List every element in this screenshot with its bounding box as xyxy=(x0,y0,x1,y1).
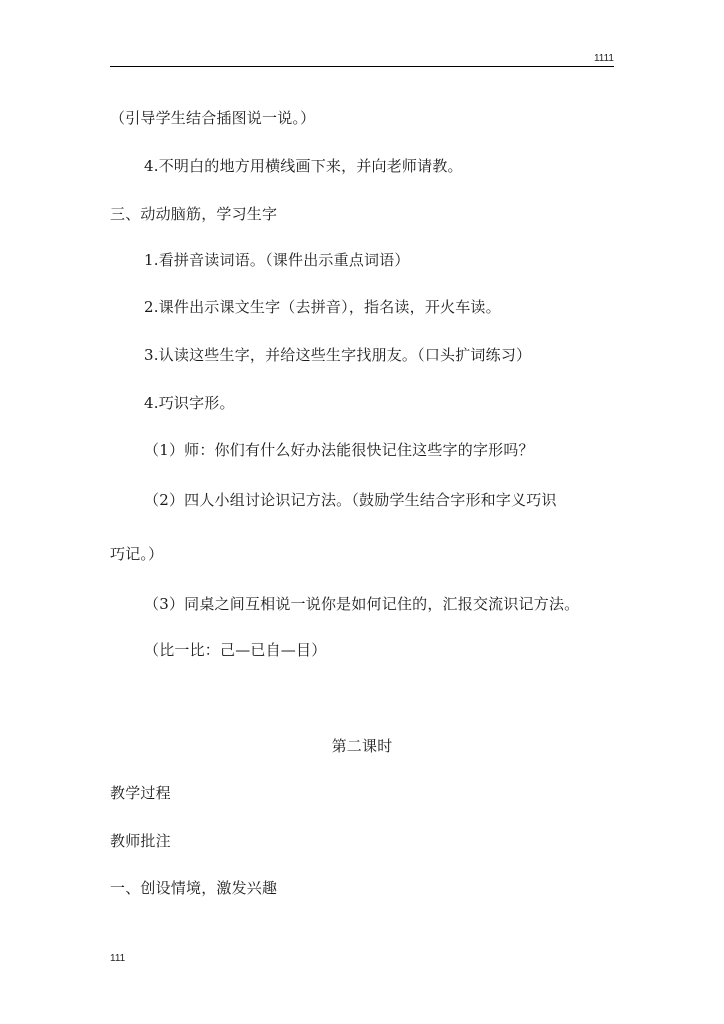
lesson-title: 第二课时 xyxy=(331,737,393,755)
header-rule xyxy=(110,66,614,67)
page-footer-number: 111 xyxy=(110,953,126,964)
paragraph-line: 3.认读这些生字，并给这些生字找朋友。（口头扩词练习） xyxy=(144,346,532,364)
paragraph-line: （1）师：你们有什么好办法能很快记住这些字的字形吗？ xyxy=(144,441,534,459)
section-heading: 一、创设情境，激发兴趣 xyxy=(110,879,278,897)
paragraph-line: （3）同桌之间互相说一说你是如何记住的，汇报交流识记方法。 xyxy=(144,595,580,613)
paragraph-line: 4.巧识字形。 xyxy=(144,394,235,412)
paragraph-line: 2.课件出示课文生字（去拼音），指名读，开火车读。 xyxy=(144,298,501,316)
paragraph-line: 巧记。） xyxy=(110,545,164,563)
paragraph-line: 4.不明白的地方用横线画下来，并向老师请教。 xyxy=(144,157,463,175)
paragraph-line: （比一比：己—已自—目） xyxy=(144,641,327,659)
paragraph-line: （2）四人小组讨论识记方法。（鼓励学生结合字形和字义巧识 xyxy=(144,491,557,509)
paragraph-line: 1.看拼音读词语。（课件出示重点词语） xyxy=(144,251,410,269)
section-heading: 教学过程 xyxy=(110,784,171,802)
page-header-number: 1111 xyxy=(593,53,614,64)
paragraph-line: （引导学生结合插图说一说。） xyxy=(110,109,316,127)
section-heading: 教师批注 xyxy=(110,832,171,850)
section-heading: 三、动动脑筋，学习生字 xyxy=(110,205,278,223)
